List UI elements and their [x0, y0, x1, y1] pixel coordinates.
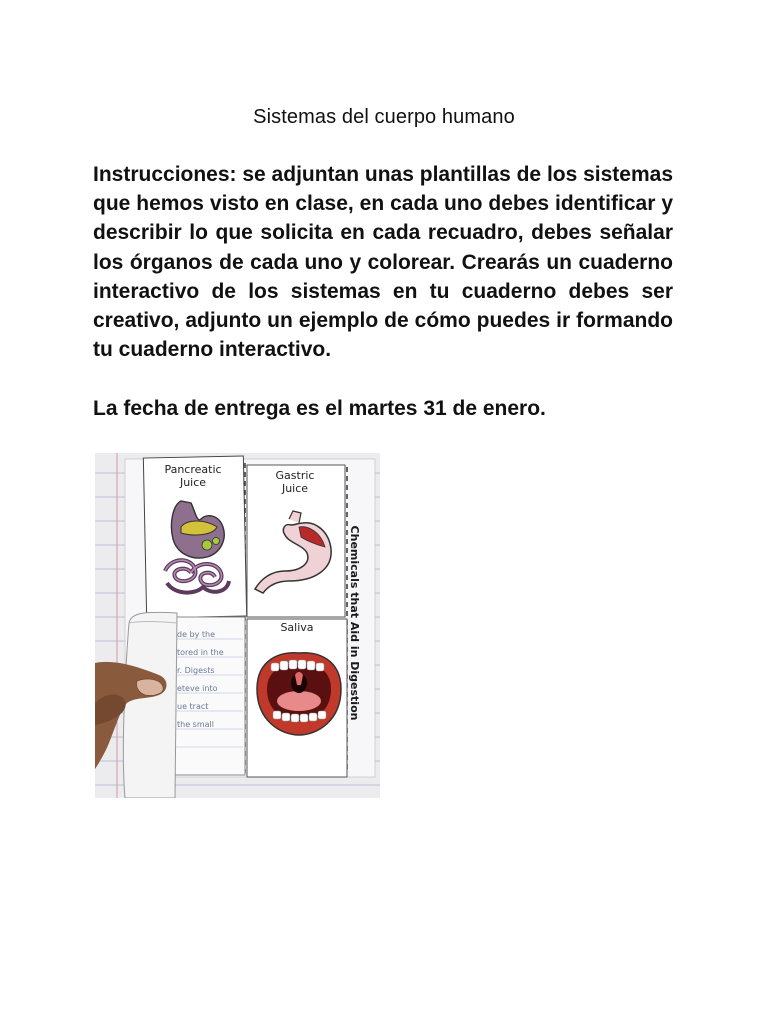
- notebook-illustration: [95, 453, 380, 798]
- pancreatic-label-line1: Pancreatic: [164, 463, 222, 476]
- example-notebook-photo: [95, 453, 380, 798]
- handwriting-line-4: eteve into: [177, 684, 218, 693]
- gastric-juice-panel: [247, 465, 345, 617]
- handwriting-line-3: r. Digests: [177, 666, 215, 675]
- pancreatic-label-line2: Juice: [179, 476, 207, 489]
- saliva-panel: [247, 619, 347, 777]
- pancreatic-juice-flap: [143, 456, 246, 618]
- due-date-text: La fecha de entrega es el martes 31 de enero.: [93, 397, 546, 420]
- handwriting-line-2: tored in the: [177, 648, 224, 657]
- saliva-label: Saliva: [280, 621, 314, 634]
- handwriting-line-6: the small: [177, 720, 214, 729]
- gastric-label-line2: Juice: [281, 482, 309, 495]
- handwriting-line-1: de by the: [177, 630, 216, 639]
- handwriting-line-5: ue tract: [177, 702, 209, 711]
- gastric-label-line1: Gastric: [275, 469, 315, 482]
- instructions-paragraph: Instrucciones: se adjuntan unas plantillas de los sistemas que hemos visto en clase, en cada uno debes identificar y describir lo que solicita en cada recuadro, debes señalar los órganos de cada uno y colorear. Crearás un cuaderno interactivo de los sistemas en tu cuaderno debes ser creativo, adjunto un ejemplo de cómo puedes ir formando tu cuaderno interactivo.: [93, 163, 674, 362]
- page-title: Sistemas del cuerpo humano: [253, 106, 515, 128]
- side-text-right: Chemicals that Aid in Digestion: [348, 525, 361, 721]
